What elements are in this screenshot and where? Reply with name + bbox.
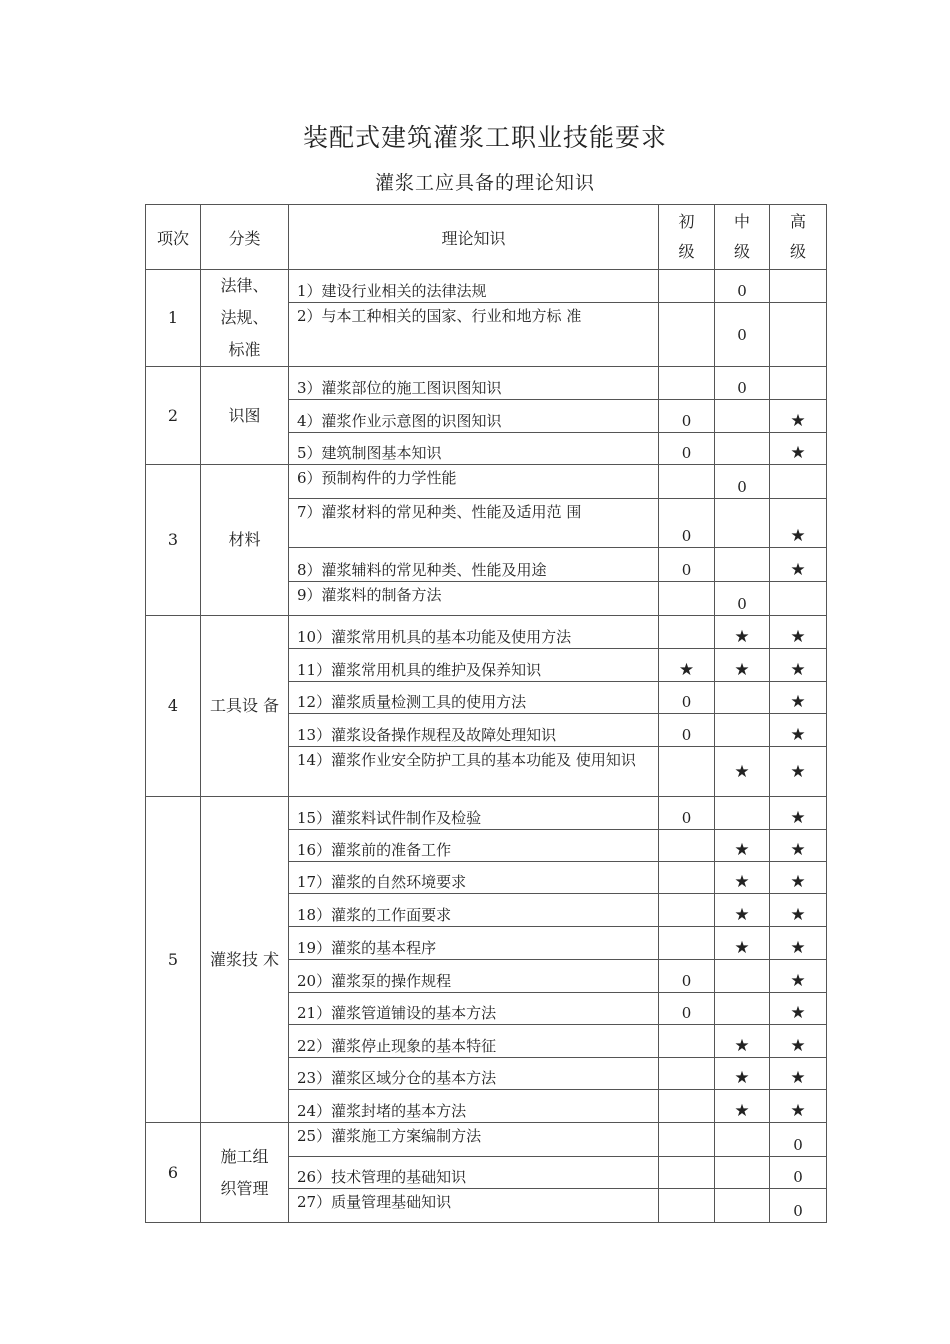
senior-mark: 0: [770, 1123, 827, 1157]
senior-mark: [770, 465, 827, 499]
senior-mark: ★: [770, 548, 827, 582]
category-line: 材料: [228, 530, 261, 549]
junior-mark: 0: [659, 797, 715, 830]
senior-mark: [770, 270, 827, 303]
knowledge-item: 15）灌浆料试件制作及检验: [289, 797, 659, 830]
middle-mark: ★: [715, 747, 770, 797]
category-line: 法律、: [220, 276, 269, 295]
knowledge-item: 18）灌浆的工作面要求: [289, 894, 659, 927]
senior-mark: 0: [770, 1157, 827, 1189]
table-row: [146, 270, 827, 303]
junior-mark: 0: [659, 682, 715, 714]
middle-mark: ★: [715, 862, 770, 894]
table-row: [146, 465, 827, 499]
middle-mark: [715, 400, 770, 433]
document-title: 装配式建筑灌浆工职业技能要求: [302, 123, 667, 152]
table-row: [146, 797, 827, 830]
group-category: [201, 465, 289, 616]
knowledge-item: 19）灌浆的基本程序: [289, 927, 659, 960]
table-body: [146, 270, 827, 1223]
middle-mark: 0: [715, 582, 770, 616]
knowledge-item: 7）灌浆材料的常见种类、性能及适用范 围: [289, 499, 659, 548]
group-number: 5: [146, 797, 201, 1123]
knowledge-item: 25）灌浆施工方案编制方法: [289, 1123, 659, 1157]
middle-mark: ★: [715, 1025, 770, 1058]
middle-mark: [715, 682, 770, 714]
table-row: [146, 367, 827, 400]
group-number: 1: [146, 270, 201, 367]
knowledge-item: 20）灌浆泵的操作规程: [289, 960, 659, 993]
knowledge-item: 1）建设行业相关的法律法规: [289, 270, 659, 303]
middle-mark: ★: [715, 649, 770, 682]
senior-mark: ★: [770, 1090, 827, 1123]
senior-mark: 0: [770, 1189, 827, 1223]
middle-mark: [715, 993, 770, 1025]
junior-mark: 0: [659, 433, 715, 465]
junior-mark: [659, 367, 715, 400]
category-line: 工具设 备: [209, 696, 280, 715]
category-line: 法规、: [220, 308, 269, 327]
middle-mark: [715, 797, 770, 830]
junior-mark: 0: [659, 400, 715, 433]
group-category: [201, 1123, 289, 1223]
junior-mark: [659, 465, 715, 499]
junior-mark: 0: [659, 714, 715, 747]
group-category: [201, 616, 289, 797]
knowledge-item: 6）预制构件的力学性能: [289, 465, 659, 499]
middle-mark: 0: [715, 367, 770, 400]
senior-mark: ★: [770, 993, 827, 1025]
group-number: 6: [146, 1123, 201, 1223]
header-category: 分类: [201, 205, 289, 270]
category-line: 识图: [228, 405, 261, 425]
header-knowledge: 理论知识: [289, 205, 659, 270]
junior-mark: [659, 894, 715, 927]
knowledge-item: 3）灌浆部位的施工图识图知识: [289, 367, 659, 400]
senior-mark: [770, 367, 827, 400]
junior-mark: [659, 1189, 715, 1223]
senior-mark: ★: [770, 797, 827, 830]
middle-mark: 0: [715, 270, 770, 303]
middle-mark: 0: [715, 465, 770, 499]
junior-mark: 0: [659, 993, 715, 1025]
senior-mark: ★: [770, 894, 827, 927]
group-number: 2: [146, 367, 201, 465]
knowledge-item: 10）灌浆常用机具的基本功能及使用方法: [289, 616, 659, 649]
senior-mark: ★: [770, 433, 827, 465]
group-number: 3: [146, 465, 201, 616]
header-senior: 高 级: [770, 205, 827, 270]
knowledge-item: 24）灌浆封堵的基本方法: [289, 1090, 659, 1123]
senior-mark: ★: [770, 747, 827, 797]
knowledge-item: 12）灌浆质量检测工具的使用方法: [289, 682, 659, 714]
middle-mark: [715, 548, 770, 582]
knowledge-item: 13）灌浆设备操作规程及故障处理知识: [289, 714, 659, 747]
junior-mark: [659, 1123, 715, 1157]
middle-mark: [715, 714, 770, 747]
category-line: 灌浆技 术: [209, 949, 280, 969]
group-category: [201, 270, 289, 367]
middle-mark: [715, 1123, 770, 1157]
middle-mark: ★: [715, 894, 770, 927]
junior-mark: ★: [659, 649, 715, 682]
middle-mark: ★: [715, 927, 770, 960]
middle-mark: [715, 960, 770, 993]
junior-mark: 0: [659, 548, 715, 582]
group-category: [201, 367, 289, 465]
senior-mark: ★: [770, 862, 827, 894]
group-category: [201, 797, 289, 1123]
middle-mark: [715, 499, 770, 548]
document-subtitle: 灌浆工应具备的理论知识: [374, 172, 595, 194]
senior-mark: ★: [770, 830, 827, 862]
category-line: 标准: [228, 340, 261, 359]
category-line: 施工组: [220, 1146, 269, 1166]
junior-mark: [659, 927, 715, 960]
middle-mark: ★: [715, 1090, 770, 1123]
header-middle: 中 级: [715, 205, 770, 270]
junior-mark: 0: [659, 499, 715, 548]
senior-mark: [770, 582, 827, 616]
knowledge-item: 22）灌浆停止现象的基本特征: [289, 1025, 659, 1058]
knowledge-item: 23）灌浆区域分仓的基本方法: [289, 1058, 659, 1090]
junior-mark: [659, 582, 715, 616]
knowledge-item: 9）灌浆料的制备方法: [289, 582, 659, 616]
junior-mark: [659, 303, 715, 367]
junior-mark: [659, 1157, 715, 1189]
senior-mark: ★: [770, 400, 827, 433]
junior-mark: [659, 862, 715, 894]
category-line: 织管理: [220, 1178, 269, 1198]
knowledge-item: 14）灌浆作业安全防护工具的基本功能及 使用知识: [289, 747, 659, 797]
knowledge-item: 2）与本工种相关的国家、行业和地方标 准: [289, 303, 659, 367]
header-row: [146, 205, 827, 270]
senior-mark: ★: [770, 714, 827, 747]
junior-mark: [659, 270, 715, 303]
junior-mark: [659, 1058, 715, 1090]
junior-mark: [659, 1090, 715, 1123]
middle-mark: ★: [715, 616, 770, 649]
knowledge-item: 16）灌浆前的准备工作: [289, 830, 659, 862]
senior-mark: ★: [770, 927, 827, 960]
middle-mark: ★: [715, 830, 770, 862]
table-row: [146, 1123, 827, 1157]
middle-mark: 0: [715, 303, 770, 367]
knowledge-table: [145, 204, 827, 1223]
group-number: 4: [146, 616, 201, 797]
junior-mark: [659, 616, 715, 649]
middle-mark: ★: [715, 1058, 770, 1090]
senior-mark: ★: [770, 1025, 827, 1058]
middle-mark: [715, 1157, 770, 1189]
header-num: 项次: [146, 205, 201, 270]
junior-mark: [659, 830, 715, 862]
senior-mark: ★: [770, 960, 827, 993]
middle-mark: [715, 1189, 770, 1223]
knowledge-item: 5）建筑制图基本知识: [289, 433, 659, 465]
knowledge-item: 4）灌浆作业示意图的识图知识: [289, 400, 659, 433]
senior-mark: ★: [770, 682, 827, 714]
knowledge-item: 27）质量管理基础知识: [289, 1189, 659, 1223]
senior-mark: ★: [770, 649, 827, 682]
junior-mark: [659, 1025, 715, 1058]
header-junior: 初 级: [659, 205, 715, 270]
table-row: [146, 616, 827, 649]
knowledge-item: 11）灌浆常用机具的维护及保养知识: [289, 649, 659, 682]
knowledge-item: 21）灌浆管道铺设的基本方法: [289, 993, 659, 1025]
senior-mark: ★: [770, 499, 827, 548]
junior-mark: 0: [659, 960, 715, 993]
senior-mark: ★: [770, 616, 827, 649]
junior-mark: [659, 747, 715, 797]
knowledge-item: 8）灌浆辅料的常见种类、性能及用途: [289, 548, 659, 582]
knowledge-item: 26）技术管理的基础知识: [289, 1157, 659, 1189]
senior-mark: [770, 303, 827, 367]
middle-mark: [715, 433, 770, 465]
knowledge-item: 17）灌浆的自然环境要求: [289, 862, 659, 894]
senior-mark: ★: [770, 1058, 827, 1090]
